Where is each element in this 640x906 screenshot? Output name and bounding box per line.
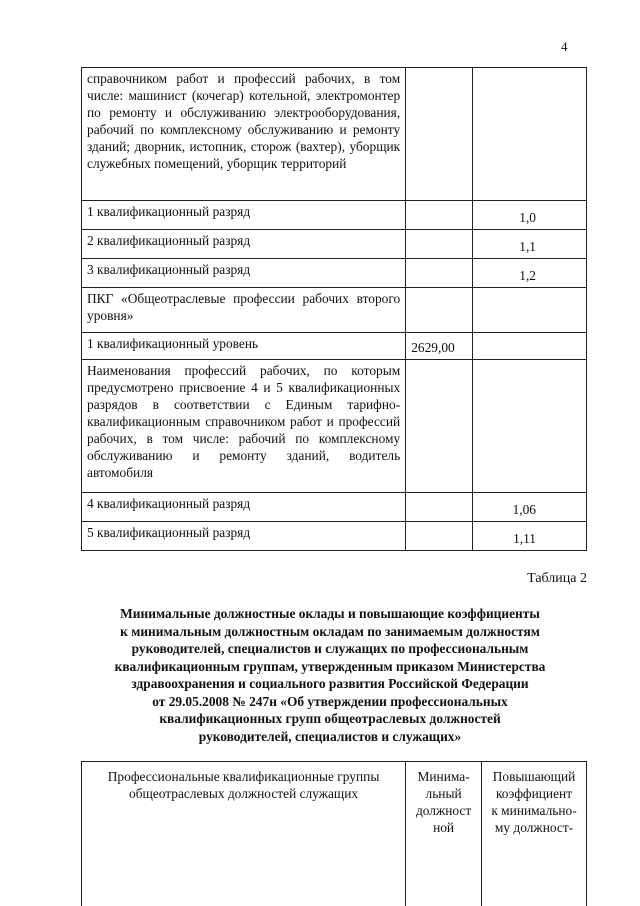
title-line: руководителей, специалистов и служащих» bbox=[198, 728, 462, 744]
salary-cell bbox=[406, 68, 473, 201]
header-cell-min-salary bbox=[406, 762, 482, 906]
title-line: к минимальным должностным окладам по занимаемым должностям bbox=[120, 623, 540, 639]
title-line: квалификационных групп общеотраслевых должностей bbox=[159, 711, 501, 726]
salary-cell bbox=[406, 493, 473, 522]
header-line: льный bbox=[425, 786, 462, 801]
table-row bbox=[82, 201, 587, 230]
salary-cell bbox=[406, 522, 473, 551]
salary-cell bbox=[406, 360, 473, 493]
coefficient-cell bbox=[473, 68, 587, 201]
table-row bbox=[82, 259, 587, 288]
salary-cell bbox=[406, 259, 473, 288]
salary-cell bbox=[406, 288, 473, 333]
coefficient-cell bbox=[473, 288, 587, 333]
profession-cell: справочником работ и профессий рабочих, в том числе: машинист (кочегар) котельной, электромонтер по ремонту и обслуживанию электрооборудования, рабочий по комплексному обслуживанию и ремонту зданий; дворник, истопник, сторож (вахтер), уборщик служебных помещений, уборщик территорий bbox=[82, 68, 406, 201]
profession-cell: ПКГ «Общеотраслевые профессии рабочих второго уровня» bbox=[82, 288, 406, 333]
salary-cell bbox=[406, 230, 473, 259]
profession-cell: 5 квалификационный разряд bbox=[82, 522, 406, 551]
title-line: от 29.05.2008 № 247н «Об утверждении профессиональных bbox=[152, 693, 508, 709]
coefficient-cell: 1,11 bbox=[473, 522, 587, 551]
header-line: Профессиональные квалификационные группы bbox=[107, 769, 380, 784]
header-cell-coefficient bbox=[482, 762, 587, 906]
table-row bbox=[82, 522, 587, 551]
header-line: должност bbox=[415, 803, 472, 818]
header-line: коэффициент bbox=[495, 786, 573, 801]
header-line: к минимально- bbox=[491, 803, 577, 818]
header-line: му должност- bbox=[494, 820, 574, 835]
profession-cell: 2 квалификационный разряд bbox=[82, 230, 406, 259]
coefficient-cell: 1,1 bbox=[473, 230, 587, 259]
header-line: Повышающий bbox=[492, 769, 576, 784]
salary-cell bbox=[406, 201, 473, 230]
table-row bbox=[82, 333, 587, 360]
coefficient-cell: 1,06 bbox=[473, 493, 587, 522]
table-row bbox=[82, 360, 587, 493]
title-line: здравоохранения и социального развития Российской Федерации bbox=[131, 676, 529, 691]
title-line: Минимальные должностные оклады и повышающие коэффициенты bbox=[120, 606, 540, 621]
title-line: руководителей, специалистов и служащих по профессиональным bbox=[131, 641, 529, 656]
header-line: ной bbox=[433, 820, 455, 835]
coefficient-cell: 1,2 bbox=[473, 259, 587, 288]
table-row bbox=[82, 493, 587, 522]
profession-cell: 1 квалификационный уровень bbox=[82, 333, 406, 360]
employees-salary-table bbox=[81, 761, 587, 906]
table-2-label: Таблица 2 bbox=[527, 571, 587, 586]
coefficient-cell: 1,0 bbox=[473, 201, 587, 230]
profession-cell: 3 квалификационный разряд bbox=[82, 259, 406, 288]
coefficient-cell bbox=[473, 360, 587, 493]
table-header-row bbox=[82, 762, 587, 906]
title-line: квалификационным группам, утвержденным приказом Министерства bbox=[114, 658, 546, 674]
page-number: 4 bbox=[561, 39, 568, 54]
profession-cell: Наименования профессий рабочих, по которым предусмотрено присвоение 4 и 5 квалификационных разрядов в соответствии с Единым тарифно-квалификационным справочником работ и профессий рабочих, в том числе: рабочий по комплексному обслуживанию и ремонту зданий, водитель автомобиля bbox=[82, 360, 406, 493]
header-line: Минима- bbox=[417, 769, 470, 784]
profession-cell: 4 квалификационный разряд bbox=[82, 493, 406, 522]
header-cell-groups bbox=[82, 762, 406, 906]
profession-cell: 1 квалификационный разряд bbox=[82, 201, 406, 230]
coefficient-cell bbox=[473, 333, 587, 360]
table-row bbox=[82, 230, 587, 259]
table-row bbox=[82, 288, 587, 333]
header-line: общеотраслевых должностей служащих bbox=[129, 786, 359, 801]
workers-salary-table bbox=[81, 67, 587, 551]
table-row bbox=[82, 68, 587, 201]
section-title bbox=[60, 605, 600, 745]
salary-cell: 2629,00 bbox=[406, 333, 473, 360]
